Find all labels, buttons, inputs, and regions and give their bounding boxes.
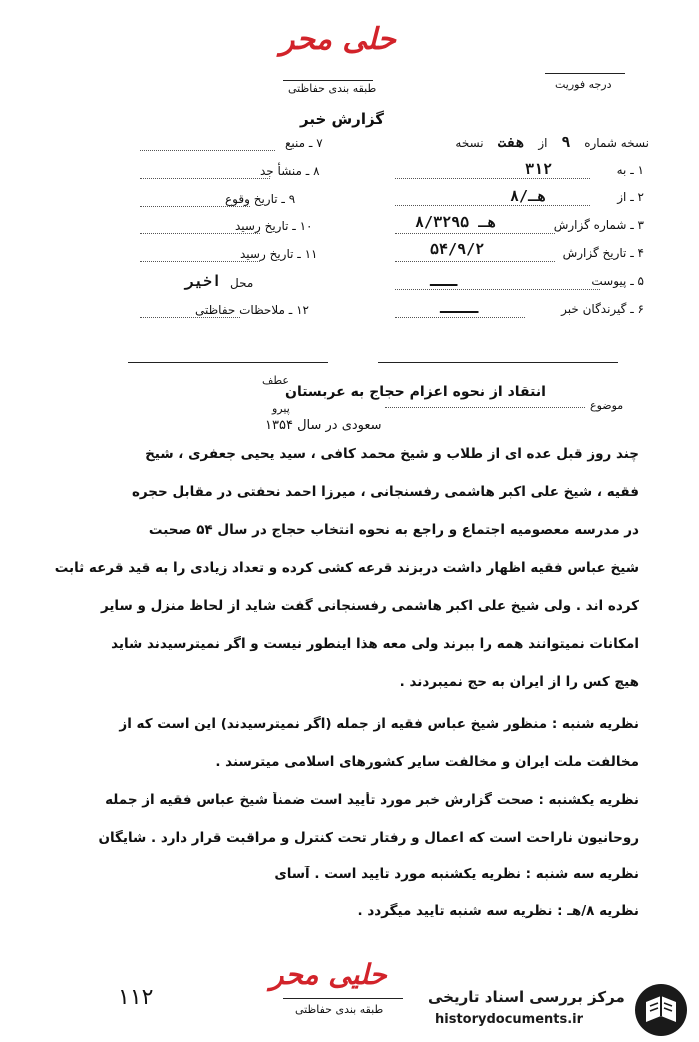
field-to-dots [395, 178, 590, 179]
field-to-value: ۳۱۲ [525, 160, 553, 178]
field-recipients-dots [395, 317, 525, 318]
field-report-date [563, 246, 644, 260]
field-received2-label: ۱۱ ـ تاریخ رسید [240, 247, 318, 261]
field-origin-label: ۸ ـ منشأ جد [260, 164, 320, 178]
copy-tail-label: نسخه [455, 136, 484, 150]
copy-number-value: ۹ [561, 133, 571, 151]
watermark-url: historydocuments.ir [435, 1012, 584, 1027]
field-attachment-dots [395, 289, 600, 290]
field-received2-dots [140, 261, 260, 262]
copy-total-value: هفت [497, 133, 525, 151]
subject-dots [385, 407, 585, 408]
field-recipients-label: ۶ ـ گیرندگان خبر [561, 302, 644, 316]
field-from-label: ۲ ـ از [617, 190, 644, 204]
field-place-label: محل [230, 276, 254, 290]
opinion-department-line: نظریه ۸/هـ : نظریه سه شنبه تایید میگردد . [357, 903, 639, 919]
field-attachment [591, 274, 644, 288]
body-line: چند روز قبل عده ای از طلاب و شیخ محمد کافی ، سید یحیی جعفری ، شیخ [145, 446, 639, 462]
field-received-label: ۱۰ ـ تاریخ رسید [235, 219, 313, 233]
priority-label: درجه فوریت [555, 78, 612, 91]
watermark-title: مرکز بررسی اسناد تاریخی [428, 988, 625, 1006]
field-source-dots [140, 150, 275, 151]
field-attachment-value: ـــــ [430, 271, 458, 290]
field-report-number-dots [395, 233, 555, 234]
subject-annotation-bottom: پیرو [272, 402, 290, 415]
classification-line-bottom [283, 998, 403, 999]
field-place-value: اخیر [185, 272, 222, 290]
field-report-number-value: ۸/هـ ۳۲۹۵ [415, 213, 497, 231]
subject-text: انتقاد از نحوه اعزام حجاج به عربستان [285, 384, 546, 400]
field-from-value: ۸/هـ [510, 187, 547, 205]
field-to-label: ۱ ـ به [616, 163, 644, 177]
subject-annotation-top: عطف [262, 374, 289, 387]
report-title: گزارش خبر [300, 110, 385, 128]
field-recipients [561, 302, 644, 316]
field-report-date-value: ۵۴/۹/۲ [430, 240, 485, 258]
field-report-number-label: ۳ ـ شماره گزارش [553, 218, 644, 232]
opinion-sunday-line: روحانیون ناراحت است که اعمال و رفتار تحت کنترل و مراقبت قرار دارد . شایگان [98, 830, 639, 846]
separator-left [128, 362, 328, 363]
field-received-dots [140, 233, 260, 234]
field-attachment-label: ۵ ـ پیوست [591, 274, 644, 288]
body-line: امکانات نمیتوانند همه را ببرند ولی معه هذا اینطور نیست و اگر نمیترسیدند شاید [111, 636, 639, 652]
field-to [617, 163, 644, 177]
opinion-tuesday-line: نظریه سه شنبه : نظریه یکشنبه مورد تایید است . آسای [274, 866, 639, 882]
body-line: در مدرسه معصومیه اجتماع و راجع به نحوه انتخاب حجاج در سال ۵۴ صحبت [148, 522, 639, 538]
subject-line2: سعودی در سال ۱۳۵۴ [265, 418, 382, 433]
copy-number-row [455, 133, 649, 151]
field-occurrence-label: ۹ ـ تاریخ وقوع [225, 192, 296, 206]
field-recipients-value: ـــــــ [440, 298, 479, 317]
priority-line [545, 73, 625, 74]
opinion-sunday-line: نظریه یکشنبه : صحت گزارش خبر مورد تأیید است ضمناً شیخ عباس فقیه از جمله [105, 792, 639, 808]
field-occurrence-dots [140, 206, 250, 207]
field-origin-dots [140, 178, 270, 179]
separator-right [378, 362, 618, 363]
field-from [617, 190, 644, 204]
field-from-dots [395, 205, 590, 206]
classification-label-top: طبقه بندی حفاظتی [288, 82, 377, 95]
page-number: ۱۱۲ [118, 985, 154, 1010]
classification-label-bottom: طبقه بندی حفاظتی [295, 1003, 384, 1016]
classification-stamp-top: حلی محر [280, 22, 396, 57]
copy-number-label: نسخه شماره [584, 136, 649, 150]
classification-line-top [283, 80, 373, 81]
book-logo-icon [632, 982, 690, 1042]
opinion-saturday-line: مخالفت ملت ایران و مخالفت سایر کشورهای اسلامی میترسند . [215, 754, 639, 770]
field-source-label: ۷ ـ منبع [285, 136, 323, 150]
classification-stamp-bottom: حلیی محر [270, 958, 387, 991]
copy-of-label: از [538, 136, 548, 150]
body-line: هیچ کس را از ایران به حج نمیبردند . [399, 674, 639, 690]
body-line: کرده اند . ولی شیخ علی اکبر هاشمی رفسنجانی گفت شاید از لحاظ منزل و سایر [100, 598, 639, 614]
field-report-date-label: ۴ ـ تاریخ گزارش [562, 246, 644, 260]
body-line: فقیه ، شیخ علی اکبر هاشمی رفسنجانی ، میرزا احمد نحفتی در مقابل حجره [131, 484, 639, 500]
opinion-saturday-line: نظریه شنبه : منظور شیخ عباس فقیه از جمله (اگر نمیترسیدند) این است که از [119, 716, 639, 732]
field-security-notes-label: ۱۲ ـ ملاحظات حفاظتی [195, 303, 309, 317]
field-security-notes-dots [140, 317, 240, 318]
body-line: شیخ عباس فقیه اظهار داشت دربزند قرعه کشی کرده و تعداد زیادی را به قید قرعه ثابت [54, 560, 639, 576]
field-report-number [554, 218, 644, 232]
subject-label: موضوع [590, 399, 624, 412]
field-report-date-dots [395, 261, 555, 262]
